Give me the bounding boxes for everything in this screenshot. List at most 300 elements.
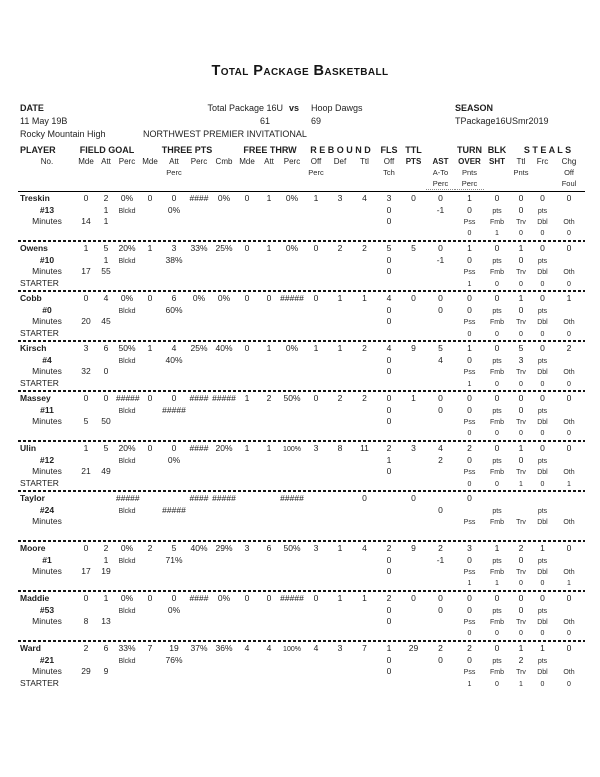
stat-turnover: 0 — [467, 493, 472, 503]
pts-label: pts — [537, 557, 548, 565]
player-stats-row — [18, 293, 585, 305]
player-stats-row — [18, 393, 585, 405]
stat-tp-att: 5 — [171, 543, 177, 553]
stat2-tp-att: ##### — [162, 504, 186, 515]
stat-st-ttl: 0 — [518, 193, 524, 203]
stat-st-chg: 0 — [566, 593, 572, 603]
col-header-pnts: Pnts — [461, 168, 477, 177]
stat2-ast: 0 — [438, 654, 443, 665]
player-number: #1 — [42, 554, 52, 565]
pts-label: pts — [492, 357, 502, 365]
pss-label: Pss — [463, 219, 476, 226]
stat-fg-mde: 2 — [83, 643, 89, 653]
stat3-fls: 0 — [386, 616, 392, 626]
minutes-value-1: 17 — [81, 266, 91, 276]
stat-tp-mde: 0 — [147, 393, 153, 403]
stat4-blk: 0 — [495, 680, 499, 688]
stat-fg-perc: 0% — [120, 543, 134, 553]
blocked-label: Blckd — [118, 207, 136, 215]
dbl-label: Dbl — [537, 369, 548, 376]
stat-rb-off: 4 — [313, 643, 319, 653]
stat2-fls: 0 — [386, 554, 392, 565]
stat-tp-cmb: 36% — [215, 643, 233, 653]
stat4-st-ttl: 0 — [519, 280, 523, 288]
oth-label: Oth — [563, 519, 575, 526]
starter-label: STARTER — [20, 477, 59, 488]
stat-fls: 4 — [386, 343, 392, 353]
stat-tp-cmb: 0% — [217, 293, 231, 303]
player-name: Ulin — [20, 443, 37, 453]
player-detail-row — [18, 505, 585, 517]
stat2-tp-att: 0% — [167, 604, 181, 615]
stat-st-frc: 0 — [540, 593, 545, 603]
stat-ft-att: 1 — [266, 243, 272, 253]
oth-label: Oth — [563, 269, 575, 276]
player-name: Ward — [20, 643, 41, 653]
col-header-turn: TURN — [457, 145, 482, 155]
stat4-st-frc: 0 — [540, 429, 545, 437]
stat-fg-att: 1 — [103, 593, 109, 603]
player-extra-row — [18, 628, 585, 640]
stat4-blk: 0 — [495, 330, 499, 338]
trv-label: Trv — [516, 469, 526, 476]
stat-fg-perc: 0% — [120, 193, 134, 203]
col-header-r-e-b-o-u-n-d: R E B O U N D — [310, 145, 371, 155]
stat2-fls: 1 — [386, 454, 392, 465]
col-header-ttl: Ttl — [360, 157, 369, 166]
col-header-fls: FLS — [380, 145, 398, 155]
stat-fls: 3 — [386, 193, 392, 203]
player-minutes-row — [18, 416, 585, 428]
stat-rb-off: 1 — [313, 193, 319, 203]
player-separator — [18, 590, 585, 592]
stat-fg-att: 4 — [103, 293, 109, 303]
stat2-st-ttl: 0 — [518, 404, 524, 415]
stat-tp-att: 0 — [171, 193, 177, 203]
stat-tp-cmb: 20% — [215, 443, 233, 453]
stat4-st-frc: 0 — [540, 629, 545, 637]
stat4-st-chg: 1 — [567, 480, 571, 488]
stat4-blk: 0 — [495, 629, 499, 637]
away-team: Hoop Dawgs — [311, 103, 363, 113]
stat-rb-ttl: 11 — [360, 443, 369, 453]
pts-label: pts — [492, 207, 502, 215]
stat-ft-perc: 0% — [285, 343, 299, 353]
stat-tp-mde: 0 — [147, 443, 153, 453]
stat-fg-att: 6 — [103, 643, 109, 653]
trv-label: Trv — [516, 669, 526, 676]
stat2-tp-att: 40% — [165, 354, 183, 365]
minutes-value-1: 21 — [81, 466, 91, 476]
col-header-pnts: Pnts — [513, 168, 529, 177]
stat3-fls: 0 — [386, 566, 392, 576]
player-minutes-row — [18, 366, 585, 378]
stat-ft-mde: 0 — [244, 243, 250, 253]
stat-ast: 0 — [438, 293, 443, 303]
stat-ast: 0 — [438, 243, 443, 253]
stat-tp-mde: 2 — [147, 543, 153, 553]
minutes-label: Minutes — [32, 566, 62, 576]
pts-label: pts — [537, 257, 548, 265]
player-name: Massey — [20, 393, 51, 403]
dbl-label: Dbl — [537, 319, 548, 326]
fmb-label: Fmb — [490, 569, 504, 576]
col-header-off: Off — [383, 157, 395, 166]
stat2-ast: -1 — [436, 254, 445, 265]
away-score: 69 — [311, 116, 322, 126]
stat2-turnover: 0 — [467, 204, 472, 215]
stat-fg-perc: 33% — [118, 643, 136, 653]
player-number: #11 — [40, 404, 54, 415]
stat2-tp-att: 71% — [165, 554, 183, 565]
col-header-perc: Perc — [283, 157, 301, 166]
stat4-turnover: 0 — [467, 429, 472, 437]
player-name: Maddie — [20, 593, 50, 603]
trv-label: Trv — [516, 219, 526, 226]
stat-fg-perc: 20% — [118, 243, 136, 253]
stat-rb-off: 1 — [313, 343, 319, 353]
stat-ft-mde: 0 — [244, 193, 250, 203]
trv-label: Trv — [516, 619, 526, 626]
stat-fg-perc: 20% — [118, 443, 136, 453]
header2-row — [18, 156, 585, 167]
stat4-st-ttl: 0 — [519, 579, 523, 587]
stat-st-frc: 1 — [540, 543, 545, 553]
stat-pts: 3 — [411, 443, 416, 453]
stat-turnover: 3 — [467, 543, 472, 553]
player-extra-row — [18, 578, 585, 590]
fmb-label: Fmb — [490, 419, 504, 426]
stat-turnover: 1 — [467, 243, 472, 253]
player-name: Kirsch — [20, 343, 47, 353]
player-separator — [18, 440, 585, 442]
stat-ast: 0 — [438, 193, 443, 203]
dbl-label: Dbl — [537, 569, 548, 576]
stat-ast: 2 — [438, 543, 443, 553]
stat2-fls: 0 — [386, 404, 392, 415]
minutes-value-2: 19 — [101, 566, 111, 576]
stat2-st-ttl: 0 — [518, 554, 524, 565]
stat-ast: 2 — [438, 643, 443, 653]
stat-st-chg: 0 — [566, 643, 572, 653]
minutes-label: Minutes — [32, 216, 62, 226]
pts-label: pts — [537, 207, 548, 215]
trv-label: Trv — [516, 569, 526, 576]
stat2-ast: -1 — [436, 554, 445, 565]
stat-rb-def: 2 — [337, 243, 343, 253]
stat-turnover: 2 — [467, 443, 472, 453]
pts-label: pts — [492, 657, 502, 665]
stat-ast: 0 — [438, 593, 443, 603]
col-header-mde: Mde — [142, 157, 158, 166]
stat2-fg-att: 1 — [103, 254, 109, 265]
blocked-label: Blckd — [118, 507, 136, 515]
stat-tp-perc: #### — [189, 593, 209, 603]
home-team: Total Package 16U — [207, 103, 283, 113]
stat-tp-mde: 1 — [147, 243, 153, 253]
fmb-label: Fmb — [490, 669, 504, 676]
col-header-perc: Perc — [426, 178, 455, 190]
stat2-tp-att: 38% — [165, 254, 183, 265]
minutes-label: Minutes — [32, 466, 62, 476]
trv-label: Trv — [516, 369, 526, 376]
stat4-blk: 1 — [495, 229, 499, 237]
minutes-value-2: 45 — [101, 316, 111, 326]
stat-ft-perc: 100% — [283, 446, 301, 453]
col-header-a-to: A-To — [432, 168, 449, 177]
stat-fg-att: 2 — [103, 543, 109, 553]
stat-fls: 5 — [386, 243, 392, 253]
stat-fg-att: 5 — [103, 243, 109, 253]
player-number: #21 — [39, 654, 55, 665]
stat4-st-ttl: 1 — [519, 680, 523, 688]
col-header-no-: No. — [40, 157, 54, 166]
blocked-label: Blckd — [118, 407, 136, 415]
player-minutes-row — [18, 516, 585, 528]
stat-st-ttl: 5 — [518, 343, 524, 353]
stat-rb-def: 1 — [337, 543, 343, 553]
col-header-att: Att — [169, 157, 179, 166]
stat2-ast: 4 — [438, 354, 443, 365]
minutes-label: Minutes — [32, 666, 62, 676]
stat-rb-def: 1 — [337, 593, 343, 603]
stat-rb-ttl: 4 — [362, 193, 367, 203]
col-header-def: Def — [333, 157, 347, 166]
stat-st-frc: 0 — [540, 443, 545, 453]
stat4-st-ttl: 1 — [519, 480, 523, 488]
stat-fg-perc: 0% — [120, 293, 134, 303]
stat-blk: 0 — [494, 593, 500, 603]
stat-st-ttl: 1 — [518, 643, 524, 653]
stat-turnover: 1 — [467, 193, 472, 203]
col-header-three-pts: THREE PTS — [161, 145, 213, 155]
stat-st-ttl: 1 — [518, 443, 524, 453]
col-header-player: PLAYER — [20, 145, 56, 155]
player-number: #12 — [39, 454, 55, 465]
col-header-off: Off — [564, 168, 574, 177]
stat-st-frc: 0 — [540, 193, 545, 203]
stat2-ast: -1 — [436, 204, 445, 215]
stat2-turnover: 0 — [467, 404, 472, 415]
player-stats-row — [18, 343, 585, 355]
oth-label: Oth — [563, 219, 575, 226]
stat-fg-mde: 1 — [83, 243, 89, 253]
stat-fg-att: 6 — [103, 343, 109, 353]
stat-rb-off: 0 — [313, 293, 319, 303]
stat3-fls: 0 — [386, 216, 392, 226]
stat3-fls: 0 — [386, 266, 392, 276]
stat4-st-frc: 0 — [540, 480, 545, 488]
trv-label: Trv — [516, 319, 526, 326]
stat2-turnover: 0 — [467, 304, 472, 315]
pss-label: Pss — [463, 619, 476, 626]
event-name: NORTHWEST PREMIER INVITATIONAL — [143, 129, 307, 139]
stat-blk: 0 — [494, 243, 500, 253]
stat4-st-frc: 0 — [540, 330, 545, 338]
stat-blk: 0 — [494, 443, 500, 453]
stat-fg-perc: ##### — [116, 493, 140, 503]
stat-turnover: 2 — [467, 643, 472, 653]
stat-turnover: 0 — [467, 293, 472, 303]
stat2-fls: 0 — [386, 654, 392, 665]
stat-rb-ttl: 2 — [362, 343, 367, 353]
minutes-value-1: 5 — [83, 416, 89, 426]
stat-ft-att: 1 — [266, 193, 272, 203]
stat2-turnover: 0 — [467, 254, 472, 265]
stat-turnover: 0 — [467, 593, 472, 603]
starter-label: STARTER — [20, 677, 59, 688]
player-number: #53 — [39, 604, 55, 615]
blocked-label: Blckd — [118, 457, 136, 465]
stat-st-frc: 0 — [540, 343, 545, 353]
stat-rb-ttl: 1 — [362, 293, 367, 303]
pss-label: Pss — [463, 669, 476, 676]
col-header-att: Att — [264, 157, 274, 166]
stat2-turnover: 0 — [467, 654, 472, 665]
stat-ft-mde: 4 — [244, 643, 250, 653]
player-detail-row — [18, 305, 585, 317]
player-separator — [18, 240, 585, 242]
minutes-value-2: 49 — [101, 466, 111, 476]
stat-tp-cmb: 40% — [215, 343, 233, 353]
player-minutes-row — [18, 666, 585, 678]
player-minutes-row — [18, 566, 585, 578]
stat-rb-ttl: 4 — [362, 543, 367, 553]
minutes-value-1: 32 — [81, 366, 91, 376]
stat-turnover: 1 — [467, 343, 472, 353]
pss-label: Pss — [463, 269, 476, 276]
stat4-st-ttl: 0 — [519, 330, 523, 338]
col-header-sht: SHT — [489, 157, 505, 166]
oth-label: Oth — [563, 319, 575, 326]
stat4-turnover: 0 — [467, 229, 472, 237]
minutes-value-1: 20 — [81, 316, 91, 326]
stat4-st-chg: 0 — [567, 429, 571, 437]
stat-tp-mde: 0 — [147, 293, 153, 303]
stat2-st-ttl: 0 — [518, 204, 524, 215]
stat-rb-def: 8 — [337, 443, 343, 453]
stat-tp-att: 0 — [171, 393, 177, 403]
stat2-tp-att: 0% — [167, 454, 181, 465]
stat-fg-perc: ##### — [116, 393, 140, 403]
player-number: #13 — [39, 204, 55, 215]
col-header-perc: Perc — [118, 157, 136, 166]
stat-tp-att: 4 — [171, 343, 177, 353]
player-number: #24 — [39, 504, 55, 515]
blocked-label: Blckd — [118, 557, 136, 565]
pss-label: Pss — [463, 419, 476, 426]
col-header-mde: Mde — [78, 157, 94, 166]
player-name: Cobb — [20, 293, 42, 303]
stat-rb-def: 2 — [337, 393, 343, 403]
player-extra-row — [18, 278, 585, 290]
oth-label: Oth — [563, 469, 575, 476]
stat-ft-att: 6 — [266, 543, 272, 553]
col-header-chg: Chg — [561, 157, 577, 166]
stat-pts: 5 — [411, 243, 416, 253]
stat-pts: 9 — [411, 343, 416, 353]
stat-turnover: 0 — [467, 393, 472, 403]
stat-st-frc: 0 — [540, 393, 545, 403]
col-header-ast: AST — [432, 157, 449, 166]
stat-st-chg: 0 — [566, 543, 572, 553]
stat-rb-def: 1 — [337, 293, 343, 303]
stat3-fls: 0 — [386, 316, 392, 326]
stat2-turnover: 0 — [467, 554, 472, 565]
player-extra-row — [18, 378, 585, 390]
stat-ft-perc: ##### — [280, 493, 304, 503]
stat-tp-att: 0 — [171, 593, 177, 603]
stat-tp-perc: 40% — [190, 543, 208, 553]
stat2-tp-att: 0% — [167, 204, 181, 215]
fmb-label: Fmb — [490, 519, 504, 526]
minutes-value-1: 17 — [81, 566, 91, 576]
stat-ft-mde: 0 — [244, 593, 250, 603]
stat-ft-mde: 0 — [244, 293, 250, 303]
stat4-st-chg: 0 — [567, 629, 571, 637]
stat-blk: 0 — [494, 193, 500, 203]
stat-pts: 1 — [411, 393, 416, 403]
player-detail-row — [18, 405, 585, 417]
stat-pts: 29 — [408, 643, 419, 653]
player-detail-row — [18, 555, 585, 567]
stat2-st-ttl: 3 — [518, 354, 524, 365]
stat2-ast: 0 — [438, 404, 443, 415]
blocked-label: Blckd — [118, 307, 136, 315]
minutes-value-2: 13 — [101, 616, 111, 626]
stat-pts: 0 — [411, 493, 416, 503]
stat-rb-ttl: 1 — [362, 593, 367, 603]
minutes-value-1: 29 — [81, 666, 91, 676]
trv-label: Trv — [516, 519, 526, 526]
stat4-turnover: 1 — [467, 280, 472, 288]
starter-label: STARTER — [20, 277, 59, 288]
pss-label: Pss — [463, 369, 476, 376]
stat-blk: 0 — [494, 643, 500, 653]
col-header-tch: Tch — [383, 168, 395, 177]
season-label: SEASON — [455, 103, 494, 113]
col-header-s-t-e-a-l-s: S T E A L S — [523, 145, 572, 155]
stat2-st-ttl: 2 — [518, 654, 524, 665]
stat-fls: 0 — [386, 393, 392, 403]
pts-label: pts — [537, 657, 548, 665]
stat4-st-chg: 1 — [567, 579, 571, 587]
venue: Rocky Mountain High — [20, 129, 106, 139]
stat4-turnover: 0 — [467, 629, 472, 637]
minutes-value-2: 1 — [103, 216, 109, 226]
stat-st-chg: 1 — [566, 293, 572, 303]
dbl-label: Dbl — [537, 619, 548, 626]
stat4-st-frc: 0 — [540, 280, 545, 288]
stat-tp-perc: #### — [189, 443, 209, 453]
stat-ft-mde: 3 — [244, 543, 250, 553]
stat-st-ttl: 1 — [518, 243, 524, 253]
minutes-value-1: 8 — [83, 616, 89, 626]
stat2-ast: 2 — [438, 454, 443, 465]
stat-fg-mde: 0 — [83, 193, 89, 203]
stat-st-chg: 0 — [566, 243, 572, 253]
season-value: TPackage16USmr2019 — [455, 116, 549, 126]
minutes-value-2: 55 — [101, 266, 111, 276]
player-minutes-row — [18, 266, 585, 278]
starter-label: STARTER — [20, 327, 59, 338]
col-header-blk: BLK — [487, 145, 507, 155]
stat-tp-perc: 37% — [190, 643, 208, 653]
col-header-mde: Mde — [239, 157, 255, 166]
oth-label: Oth — [563, 619, 575, 626]
header4-row — [18, 178, 585, 189]
player-detail-row — [18, 355, 585, 367]
